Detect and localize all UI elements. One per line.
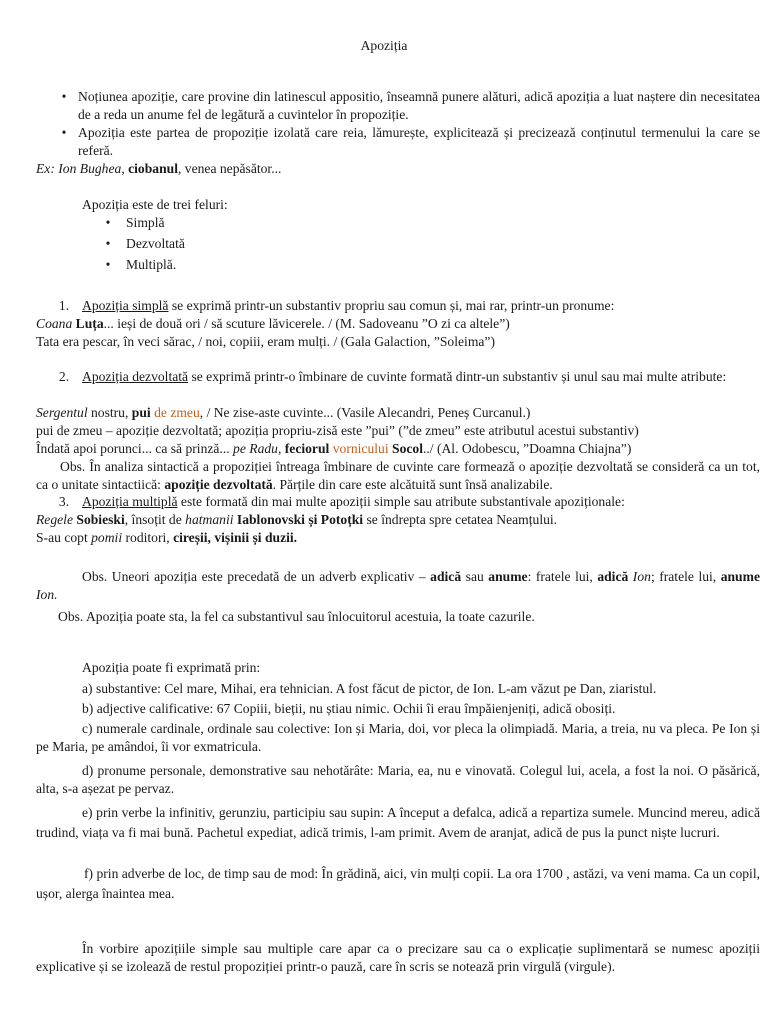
bullet-icon: •	[61, 89, 67, 104]
expression-d: d) pronume personale, demonstrative sau nehotărâte: Maria, ea, nu e vinovată. Colegul lui, acela, a fost la noi. O păsărică, alta, s-a așezat pe pervaz.	[36, 763, 760, 796]
bullet-icon: •	[105, 257, 111, 272]
page-title: Apoziția	[360, 38, 408, 53]
multiple-example-1: Regele Sobieski, însoțit de hatmanii Iablonovski și Potoțki se îndrepta spre cetatea Neamțului.	[36, 512, 558, 527]
example-line: Ex: Ion Bughea, ciobanul, venea nepăsător...	[36, 161, 282, 176]
bullet-text: Noțiunea apoziție, care provine din latinescul appositio, înseamnă punere alături, adică apoziția a luat naștere din necesitatea de a reda un anume fel de legătură a cuvintelor în propoziție.	[78, 89, 760, 122]
developed-example-2: Îndată apoi porunci... ca să prinză... pe Radu, feciorul vornicului Socol../ (Al. Odobescu, ”Doamna Chiajna”)	[36, 441, 632, 456]
expression-c: c) numerale cardinale, ordinale sau colective: Ion și Maria, doi, vor pleca la olimpiadă. Maria, a treia, nu va pleca. Pe Ion și pe Maria, pe amândoi, îi vor exmatricula.	[36, 721, 760, 754]
kinds-intro: Apoziția este de trei feluri:	[82, 197, 228, 212]
final-paragraph: În vorbire apozițiile simple sau multiple care apar ca o precizare sau ca o explicație suplimentară se numesc apoziții explicative și se izolează de restul propoziției printr-o pauză, care în scris se notează prin virgulă (virgule).	[36, 941, 760, 974]
expression-e: e) prin verbe la infinitiv, gerunziu, participiu sau supin: A început a defalca, adică a repartiza sumele. Muncind mereu, adică trudind, viața va fi mai bună. Pachetul expediat, adică trimis, l-am primit. Avem de aranjat, adică de pus la punct niște lucruri.	[36, 805, 760, 840]
kinds-item: • Multiplă.	[98, 256, 176, 274]
expression-a: a) substantive: Cel mare, Mihai, era tehnician. A fost făcut de pictor, de Ion. L-am văzut pe Dan, ziaristul.	[82, 681, 657, 696]
bullet-icon: •	[105, 215, 111, 230]
observation-cases: Obs. Apoziția poate sta, la fel ca substantivul sau înlocuitorul acestuia, la toate cazurile.	[58, 609, 535, 624]
bullet-icon: •	[105, 236, 111, 251]
bullet-text: Apoziția este partea de propoziție izolată care reia, lămurește, explicitează și precizează conținutul termenului la care se referă.	[78, 125, 760, 158]
developed-note: pui de zmeu – apoziție dezvoltată; apoziția propriu-zisă este ”pui” (”de zmeu” este atributul acestui substantiv)	[36, 423, 639, 438]
bullet-item	[54, 124, 760, 160]
kinds-item: • Simplă	[98, 214, 165, 232]
simple-example-2: Tata era pescar, în veci sărac, / noi, copiii, eram mulți. / (Gala Galaction, ”Soleima”)	[36, 334, 495, 349]
multiple-example-2: S-au copt pomii roditori, cireșii, vișinii și duzii.	[36, 530, 298, 545]
expression-b: b) adjective calificative: 67 Copiii, bieții, nu știau nimic. Ochii îi erau împăienjeniți, adică obosiți.	[82, 701, 616, 716]
developed-example-1: Sergentul nostru, pui de zmeu, / Ne zise-aste cuvinte... (Vasile Alecandri, Peneș Curcanul.)	[36, 405, 531, 420]
section-multiple-heading: 3. Apoziția multiplă este formată din mai multe apoziții simple sau atribute substantivale apoziționale:	[58, 494, 625, 509]
kinds-item: • Dezvoltată	[98, 235, 185, 253]
observation-adverb: Obs. Uneori apoziția este precedată de un adverb explicativ – adică sau anume: fratele lui, adică Ion; fratele lui, anume Ion.	[36, 569, 760, 602]
section-developed-heading: 2. Apoziția dezvoltată se exprimă printr-o îmbinare de cuvinte formată dintr-un substantiv și unul sau mai multe atribute:	[58, 369, 727, 384]
developed-observation: Obs. În analiza sintactică a propoziției întreaga îmbinare de cuvinte care formează o apoziție dezvoltată se consideră ca un tot, ca o unitate sintactiică: apoziție dezvoltată. Părțile din care este alcătuită sunt însă analizabile.	[36, 459, 760, 492]
section-simple-heading: 1. Apoziția simplă se exprimă printr-un substantiv propriu sau comun și, mai rar, printr-un pronume:	[58, 298, 615, 313]
expression-f: f) prin adverbe de loc, de timp sau de mod: În grădină, aici, vin mulți copii. La ora 1700 , astăzi, va veni mama. Ca un copil, ușor, alerga înaintea mea.	[36, 866, 760, 901]
simple-example-1: Coana Luța... ieși de două ori / să scuture lăvicerele. / (M. Sadoveanu ”O zi ca altele”)	[36, 316, 510, 331]
bullet-icon: •	[61, 125, 67, 140]
bullet-item	[54, 88, 760, 124]
expression-intro: Apoziția poate fi exprimată prin:	[82, 660, 261, 675]
